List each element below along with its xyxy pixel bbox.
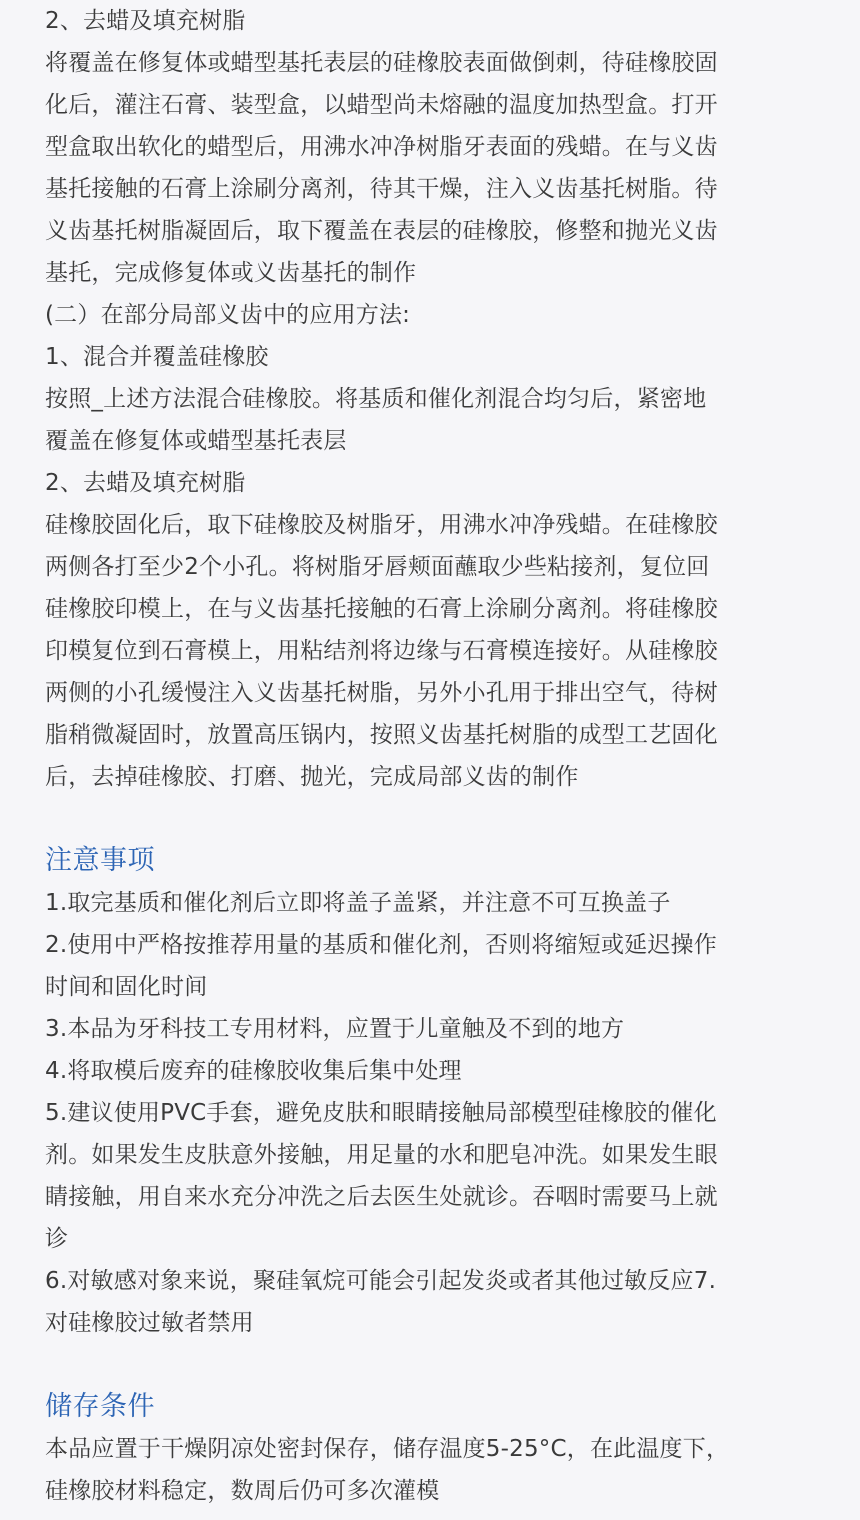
paragraph-line: 按照_上述方法混合硅橡胶。将基质和催化剂混合均匀后，紧密地 [45, 386, 707, 412]
paragraph-line: 覆盖在修复体或蜡型基托表层 [45, 428, 347, 454]
step-title: 1、混合并覆盖硅橡胶 [45, 344, 269, 370]
precaution-line: 6.对敏感对象来说，聚硅氧烷可能会引起发炎或者其他过敏反应7. [45, 1268, 717, 1294]
precautions-section [45, 840, 802, 1344]
paragraph-line: 基托，完成修复体或义齿基托的制作 [45, 260, 417, 286]
paragraph-line: 两侧的小孔缓慢注入义齿基托树脂，另外小孔用于排出空气，待树 [45, 680, 718, 706]
paragraph-line: 硅橡胶固化后，取下硅橡胶及树脂牙，用沸水冲净残蜡。在硅橡胶 [45, 512, 718, 538]
paragraph-line: 型盒取出软化的蜡型后，用沸水冲净树脂牙表面的残蜡。在与义齿 [45, 134, 718, 160]
paragraph-line: 脂稍微凝固时，放置高压锅内，按照义齿基托树脂的成型工艺固化 [45, 722, 718, 748]
precautions-heading: 注意事项 [45, 845, 155, 876]
precaution-line: 5.建议使用PVC手套，避免皮肤和眼睛接触局部模型硅橡胶的催化 [45, 1100, 717, 1126]
precaution-line: 对硅橡胶过敏者禁用 [45, 1310, 254, 1336]
paragraph-line: 两侧各打至少2个小孔。将树脂牙唇颊面蘸取少些粘接剂，复位回 [45, 554, 710, 580]
storage-line: 硅橡胶材料稳定，数周后仍可多次灌模 [45, 1478, 440, 1504]
precaution-line: 2.使用中严格按推荐用量的基质和催化剂，否则将缩短或延迟操作 [45, 932, 717, 958]
step-title: 2、去蜡及填充树脂 [45, 8, 246, 34]
paragraph-line: 将覆盖在修复体或蜡型基托表层的硅橡胶表面做倒刺，待硅橡胶固 [45, 50, 718, 76]
precaution-line: 1.取完基质和催化剂后立即将盖子盖紧，并注意不可互换盖子 [45, 890, 671, 916]
step-title: 2、去蜡及填充树脂 [45, 470, 246, 496]
precaution-line: 4.将取模后废弃的硅橡胶收集后集中处理 [45, 1058, 462, 1084]
precaution-line: 时间和固化时间 [45, 974, 208, 1000]
precaution-line: 诊 [45, 1226, 69, 1252]
precaution-line: 剂。如果发生皮肤意外接触，用足量的水和肥皂冲洗。如果发生眼 [45, 1142, 718, 1168]
paragraph-line: 后，去掉硅橡胶、打磨、抛光，完成局部义齿的制作 [45, 764, 579, 790]
storage-section [45, 1386, 802, 1512]
paragraph-line: 化后，灌注石膏、装型盒，以蜡型尚未熔融的温度加热型盒。打开 [45, 92, 718, 118]
storage-line: 本品应置于干燥阴凉处密封保存，储存温度5-25°C，在此温度下， [45, 1436, 730, 1462]
subsection-title: (二）在部分局部义齿中的应用方法: [45, 302, 411, 328]
application-method-section [45, 0, 802, 798]
precaution-line: 3.本品为牙科技工专用材料，应置于儿童触及不到的地方 [45, 1016, 625, 1042]
paragraph-line: 义齿基托树脂凝固后，取下覆盖在表层的硅橡胶，修整和抛光义齿 [45, 218, 718, 244]
paragraph-line: 印模复位到石膏模上，用粘结剂将边缘与石膏模连接好。从硅橡胶 [45, 638, 718, 664]
paragraph-line: 基托接触的石膏上涂刷分离剂，待其干燥，注入义齿基托树脂。待 [45, 176, 718, 202]
paragraph-line: 硅橡胶印模上，在与义齿基托接触的石膏上涂刷分离剂。将硅橡胶 [45, 596, 718, 622]
storage-heading: 储存条件 [45, 1391, 155, 1422]
precaution-line: 睛接触，用自来水充分冲洗之后去医生处就诊。吞咽时需要马上就 [45, 1184, 718, 1210]
